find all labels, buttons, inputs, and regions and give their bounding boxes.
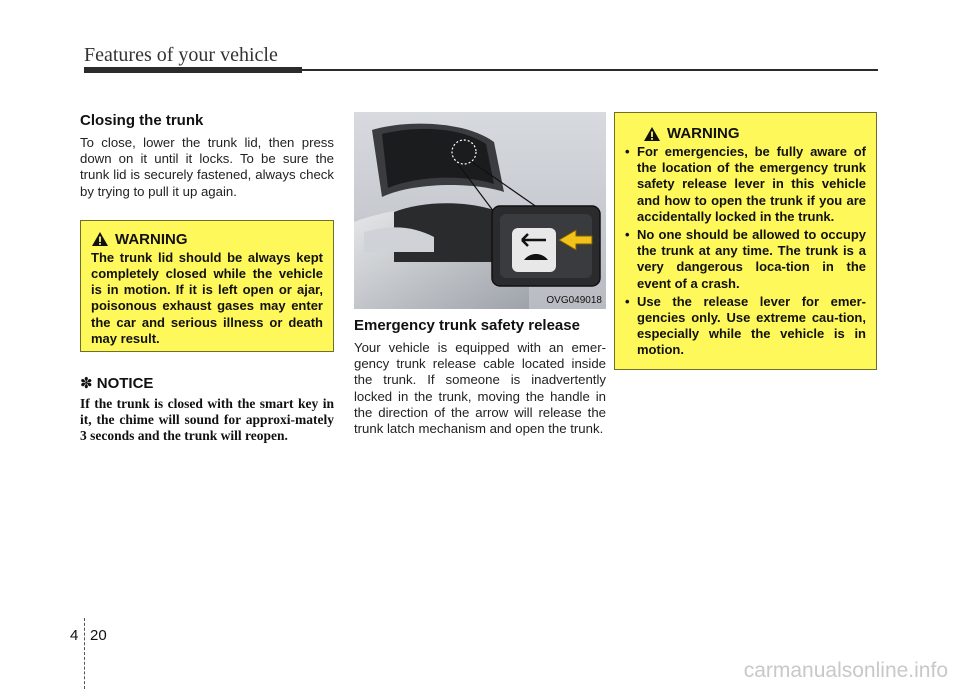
trunk-illustration xyxy=(354,112,606,309)
warning-label: WARNING xyxy=(667,125,740,142)
section-number: 4 xyxy=(70,627,79,644)
trunk-release-photo xyxy=(354,112,606,309)
right-column xyxy=(614,112,877,370)
warning-triangle-icon xyxy=(91,231,109,247)
left-column xyxy=(80,112,334,444)
warning-header xyxy=(91,231,323,248)
footer-separator xyxy=(84,618,85,689)
warning-header xyxy=(643,125,866,142)
warning-item: • For emergencies, be fully aware of the location of the emergency trunk safety release lever in this vehicle and how to open the trunk if you are accidentally locked in the trunk. xyxy=(625,144,866,225)
closing-trunk-body: To close, lower the trunk lid, then press down on it until it locks. To be sure the trunk lid is securely fastened, always check by trying to pull it up again. xyxy=(80,135,334,199)
notice-text: If the trunk is closed with the smart key in it, the chime will sound for approxi-mately 3 seconds and the trunk will reopen. xyxy=(80,395,334,443)
warning-triangle-icon xyxy=(643,126,661,142)
watermark-text: carmanualsonline.info xyxy=(743,659,948,682)
warning-text: The trunk lid should be always kept completely closed while the vehicle is in motion. If it is left open or ajar, poisonous exhaust gases may enter the car and serious illness or death may result. xyxy=(91,249,323,346)
warning-item: • No one should be allowed to occupy the trunk at any time. The trunk is a very dangerous loca-tion in the event of a crash. xyxy=(625,227,866,292)
warning-box-emergency xyxy=(614,112,877,370)
closing-trunk-title: Closing the trunk xyxy=(80,112,204,129)
page-header-title: Features of your vehicle xyxy=(84,44,278,66)
warning-list xyxy=(625,144,866,359)
warning-box-trunk-lid xyxy=(80,220,334,352)
notice-label: ✽ NOTICE xyxy=(80,374,154,392)
emergency-release-title: Emergency trunk safety release xyxy=(354,317,580,334)
middle-column xyxy=(354,112,606,437)
header-rule xyxy=(84,67,878,73)
page-number: 20 xyxy=(90,627,107,644)
warning-item: • Use the release lever for emer-gencies only. Use extreme cau-tion, especially while the vehicle is in motion. xyxy=(625,294,866,359)
warning-label: WARNING xyxy=(115,230,188,248)
image-code: OVG049018 xyxy=(546,295,602,306)
emergency-release-body: Your vehicle is equipped with an emer-gency trunk release cable located inside the trunk. If someone is inadvertently locked in the trunk, moving the handle in the direction of the arrow will release the trunk latch mechanism and open the trunk. xyxy=(354,340,606,437)
